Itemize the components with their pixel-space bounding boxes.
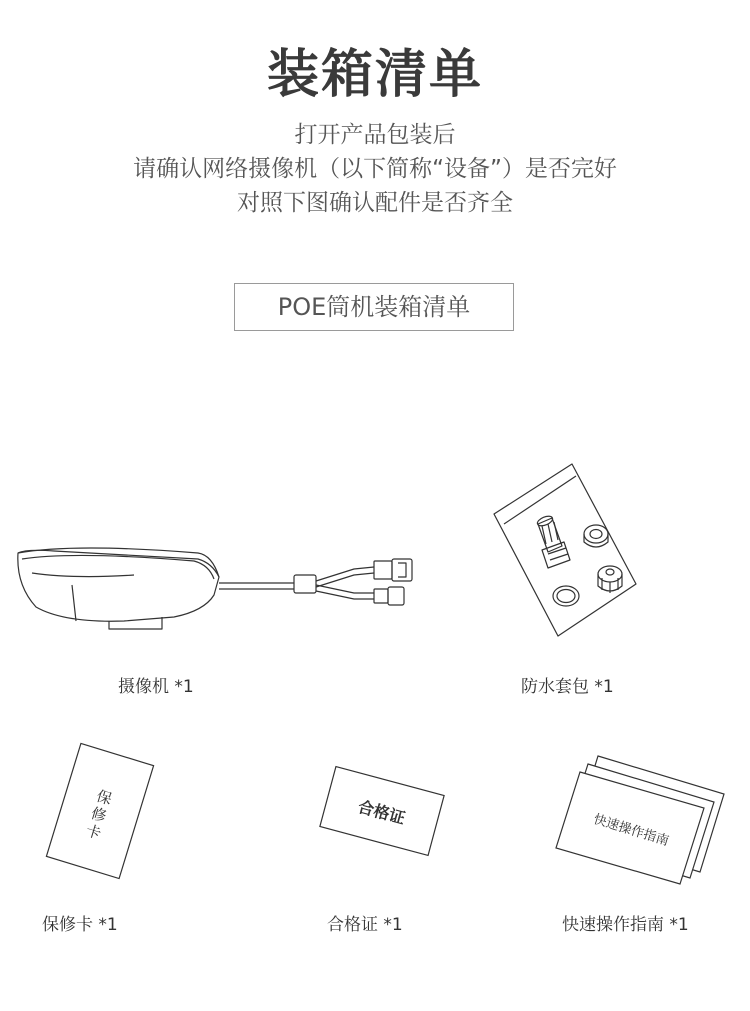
- intro-line-2: 请确认网络摄像机（以下简称“设备”）是否完好: [133, 156, 617, 182]
- intro-line-1: 打开产品包装后: [294, 122, 456, 148]
- intro-text: [0, 118, 750, 220]
- warranty-card-text-2: 修: [89, 804, 109, 826]
- item-label-camera: 摄像机 *1: [118, 677, 194, 697]
- item-label-waterproof-kit: 防水套包 *1: [521, 677, 614, 697]
- quick-guide-card-text: 快速操作指南: [591, 812, 671, 850]
- page-title: 装箱清单: [266, 45, 483, 105]
- camera-illustration: [14, 545, 424, 630]
- item-label-certificate: 合格证 *1: [327, 915, 403, 935]
- warranty-card-illustration: [44, 740, 156, 882]
- section-title-box: POE筒机装箱清单: [234, 283, 514, 331]
- waterproof-kit-illustration: [490, 462, 640, 640]
- warranty-card-text-3: 卡: [83, 821, 104, 843]
- intro-line-3: 对照下图确认配件是否齐全: [237, 190, 513, 216]
- item-label-quick-guide: 快速操作指南 *1: [562, 915, 689, 935]
- certificate-card-text: 合格证: [355, 797, 408, 828]
- warranty-card-text-1: 保: [94, 786, 114, 809]
- item-label-warranty-card: 保修卡 *1: [42, 915, 118, 935]
- quick-guide-illustration: [554, 754, 726, 886]
- certificate-illustration: [316, 766, 448, 856]
